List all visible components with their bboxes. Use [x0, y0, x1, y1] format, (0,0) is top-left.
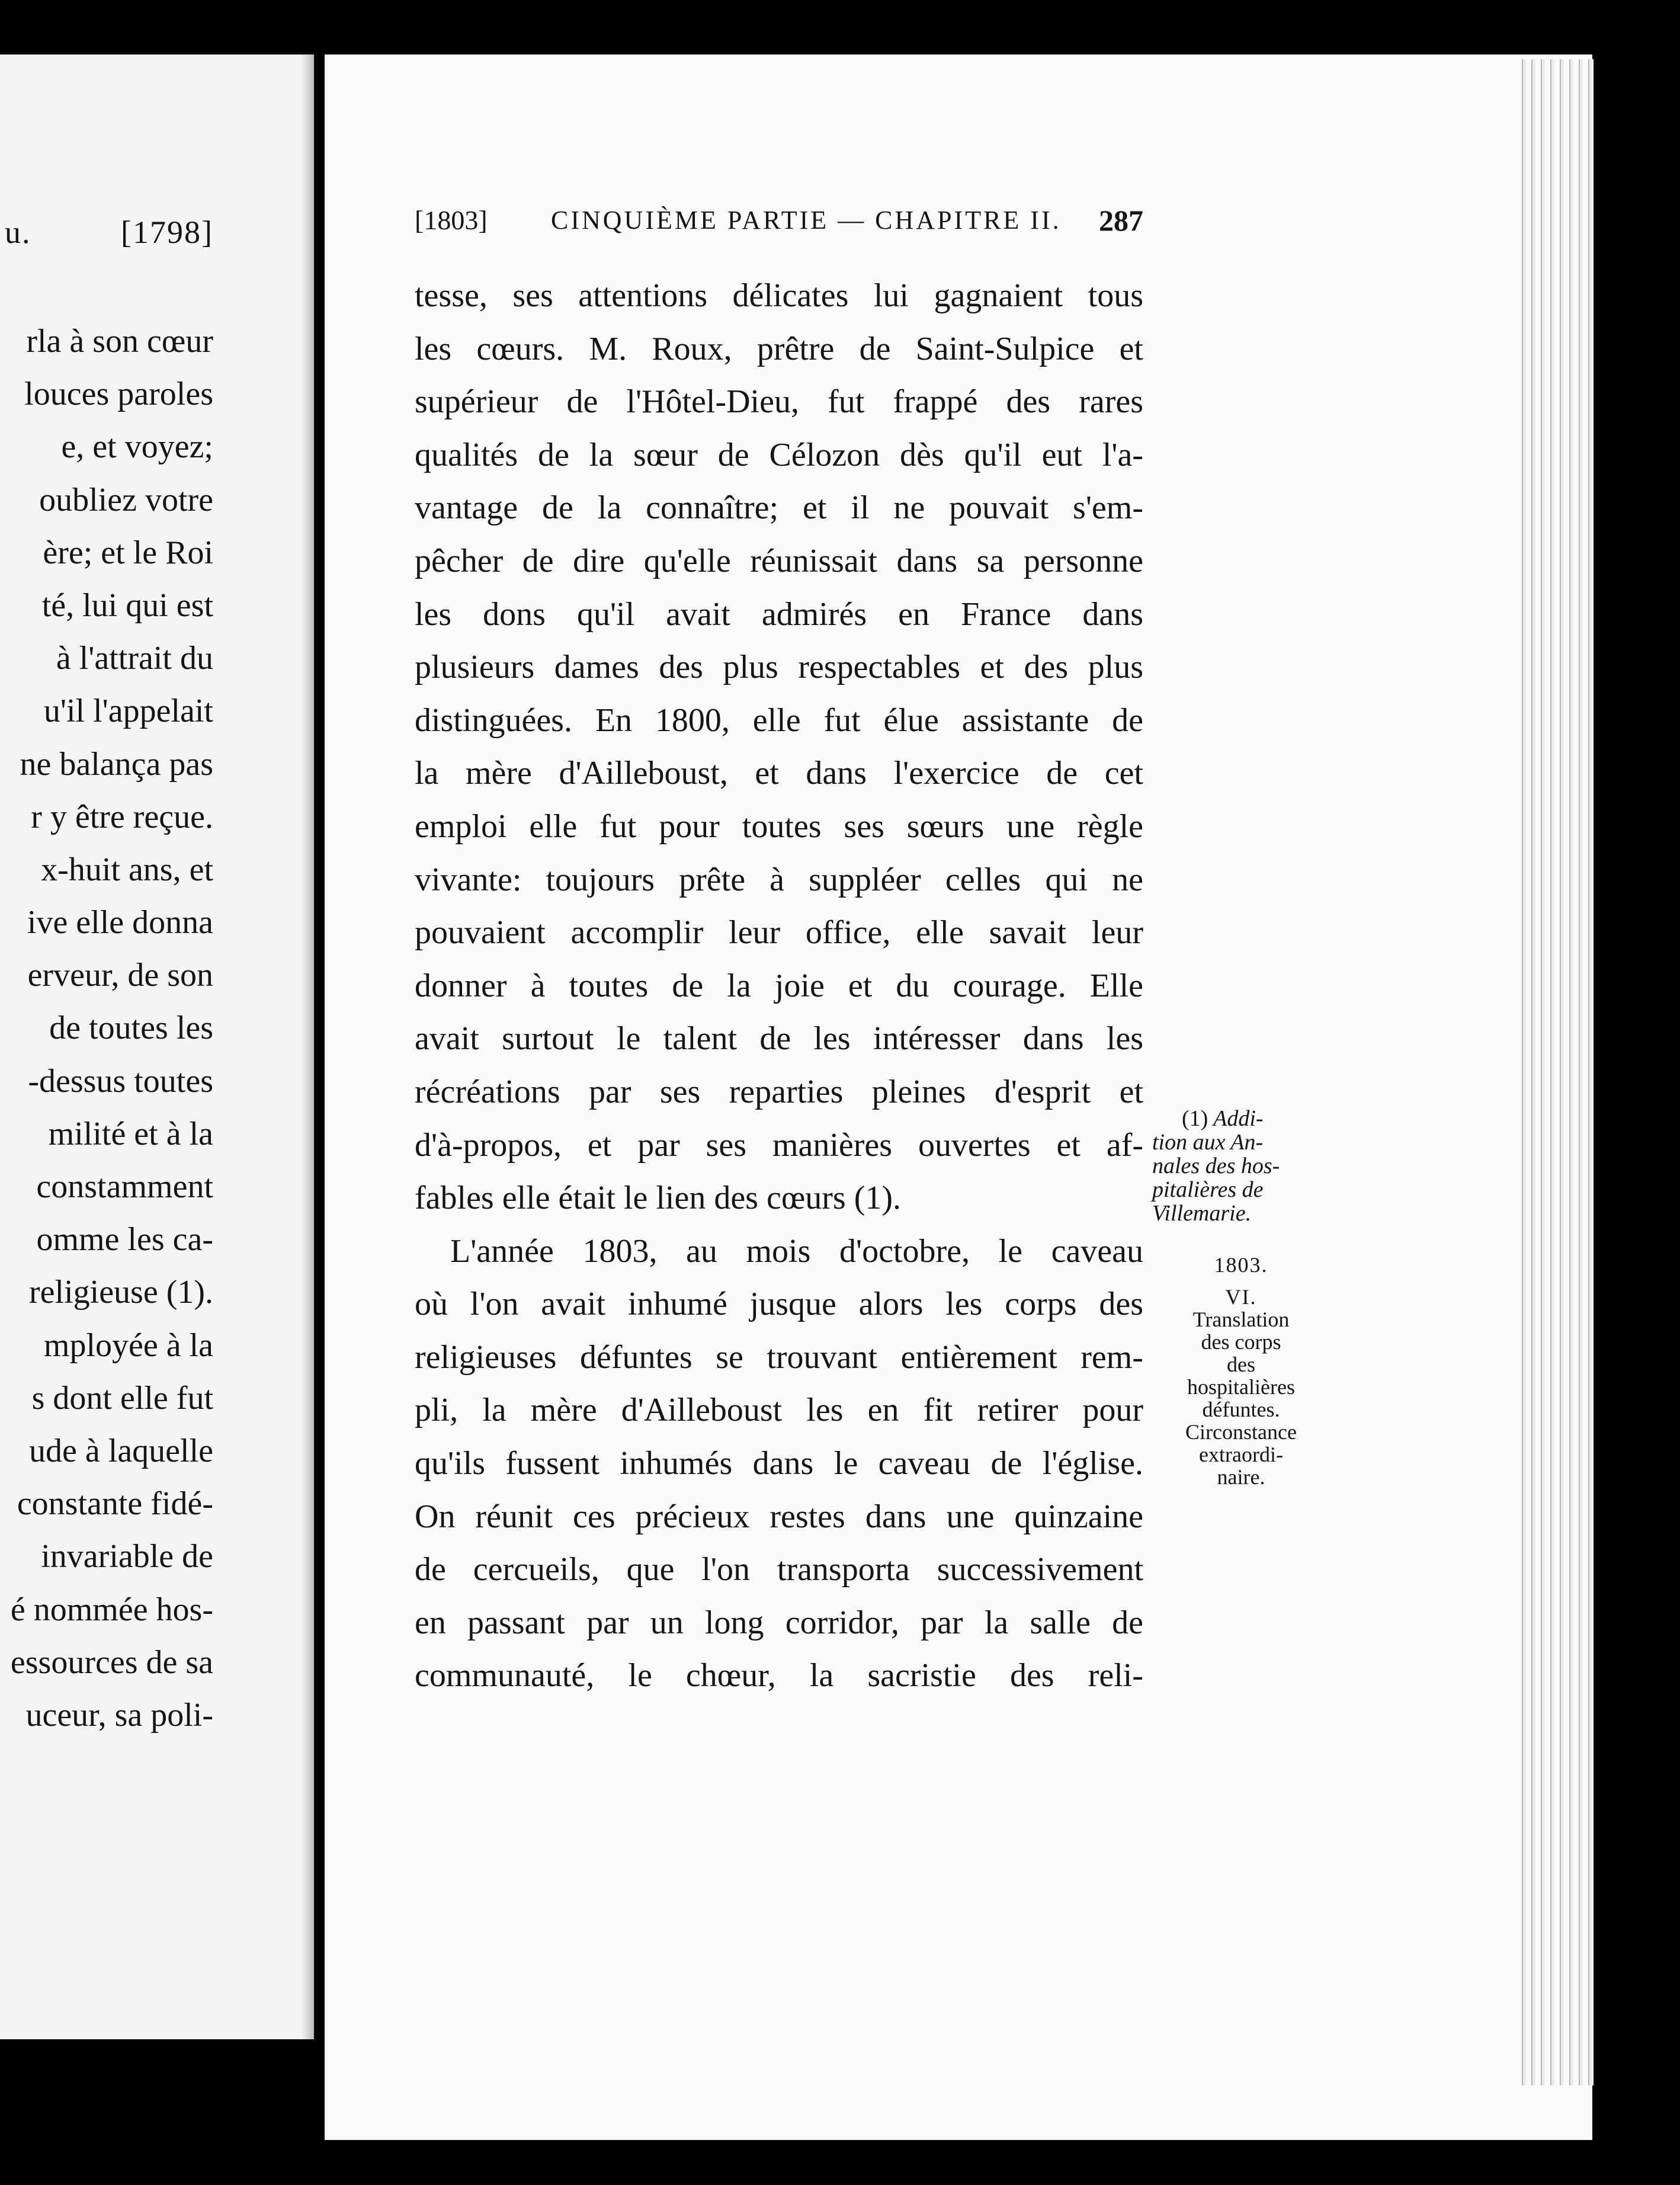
text-line: religieuse (1). [29, 1274, 213, 1311]
text-line: r y être reçue. [31, 798, 213, 835]
margin-heading-number: VI. [1225, 1285, 1257, 1309]
text-line: omme les ca- [36, 1221, 213, 1258]
text-line: donner à toutes de la joie et du courage. Elle [415, 967, 1143, 1004]
footnote-line: nales des hos- [1152, 1154, 1280, 1178]
text-line: ude à laquelle [29, 1432, 213, 1469]
text-line: é nommée hos- [10, 1591, 213, 1628]
text-line: les dons qu'il avait admirés en France dans [415, 595, 1143, 633]
text-line: s dont elle fut [31, 1379, 213, 1417]
left-running-head [0, 209, 213, 256]
left-running-head-word: u. [5, 214, 31, 250]
text-line: On réunit ces précieux restes dans une quinzaine [415, 1498, 1143, 1535]
text-line: qu'ils fussent inhumés dans le caveau de l'église. [415, 1445, 1143, 1482]
footnote-mark: (1) [1182, 1106, 1208, 1131]
margin-heading-line: des corps [1201, 1330, 1281, 1354]
text-line: invariable de [41, 1538, 213, 1575]
text-line: vantage de la connaître; et il ne pouvait s'em- [415, 489, 1143, 527]
text-line: ive elle donna [27, 904, 213, 941]
margin-heading-line: Circonstance [1185, 1420, 1297, 1444]
text-line: louces paroles [24, 376, 213, 413]
text-line: ère; et le Roi [43, 534, 213, 571]
footnote-line: Villemarie. [1152, 1201, 1252, 1226]
text-line: supérieur de l'Hôtel-Dieu, fut frappé des rares [415, 383, 1143, 421]
text-line: emploi elle fut pour toutes ses sœurs une règle [415, 808, 1143, 845]
text-line: plusieurs dames des plus respectables et des plus [415, 649, 1143, 686]
footnote-line [1152, 1107, 1330, 1130]
text-line: avait surtout le talent de les intéresser dans les [415, 1020, 1143, 1058]
text-line: en passant par un long corridor, par la salle de [415, 1604, 1143, 1641]
text-line: erveur, de son [27, 957, 213, 994]
text-line: récréations par ses reparties pleines d'esprit et [415, 1073, 1143, 1110]
text-line: uceur, sa poli- [25, 1696, 213, 1734]
footnote-line: pitalières de [1152, 1177, 1264, 1202]
text-line: religieuses défuntes se trouvant entièrement rem- [415, 1338, 1143, 1376]
text-line: milité et à la [48, 1115, 213, 1152]
text-line: L'année 1803, au mois d'octobre, le caveau [450, 1232, 1143, 1270]
text-line: constamment [36, 1168, 213, 1205]
footnote-text: Addi- [1213, 1106, 1264, 1131]
text-line: constante fidé- [17, 1485, 213, 1523]
footnote [1152, 1107, 1330, 1225]
margin-heading-line: défuntes. [1202, 1398, 1280, 1421]
text-line: où l'on avait inhumé jusque alors les corps des [415, 1286, 1143, 1323]
margin-heading-line: extraordi- [1199, 1443, 1283, 1466]
text-line: fables elle était le lien des cœurs (1). [415, 1180, 901, 1217]
text-line: vivante: toujours prête à suppléer celles qui ne [415, 861, 1143, 898]
text-line: distinguées. En 1800, elle fut élue assistante de [415, 701, 1143, 739]
text-line: u'il l'appelait [43, 693, 213, 730]
text-line: à l'attrait du [56, 640, 213, 677]
footnote-line: tion aux An- [1152, 1130, 1264, 1155]
text-line: -dessus toutes [28, 1062, 213, 1100]
running-head-title: CINQUIÈME PARTIE — CHAPITRE II. [551, 206, 1062, 235]
margin-heading-line: hospitalières [1187, 1375, 1295, 1399]
text-line: ne balança pas [20, 745, 213, 783]
page-number: 287 [1099, 204, 1143, 237]
text-line: communauté, le chœur, la sacristie des reli- [415, 1657, 1143, 1694]
margin-heading-line: Translation [1192, 1308, 1290, 1331]
left-page-gutter [301, 55, 314, 2039]
text-line: mployée à la [43, 1327, 213, 1364]
running-head [415, 203, 1143, 238]
text-line: de toutes les [49, 1010, 213, 1047]
text-line: té, lui qui est [41, 587, 213, 624]
text-line: e, et voyez; [61, 428, 213, 466]
text-line: de cercueils, que l'on transporta successivement [415, 1551, 1143, 1588]
left-page-text [0, 315, 213, 1742]
text-line: qualités de la sœur de Célozon dès qu'il eut l'a- [415, 436, 1143, 473]
page-edges [1517, 59, 1594, 2085]
text-line: pêcher de dire qu'elle réunissait dans sa personne [415, 542, 1143, 579]
left-running-head-year: [1798] [121, 214, 213, 250]
margin-heading [1152, 1286, 1330, 1488]
text-line: les cœurs. M. Roux, prêtre de Saint-Sulpice et [415, 330, 1143, 367]
text-line: tesse, ses attentions délicates lui gagnaient tous [415, 277, 1143, 314]
main-text [415, 270, 1143, 1703]
text-line: pli, la mère d'Ailleboust les en fit retirer pour [415, 1392, 1143, 1429]
text-line: pouvaient accomplir leur office, elle savait leur [415, 914, 1143, 951]
running-head-year: [1803] [415, 205, 488, 235]
text-line: x-huit ans, et [41, 851, 213, 888]
margin-heading-line: naire. [1217, 1465, 1265, 1489]
margin-year: 1803. [1214, 1253, 1268, 1277]
left-page [0, 55, 314, 2039]
text-line: rla à son cœur [26, 323, 213, 360]
text-line: oubliez votre [39, 481, 213, 518]
text-line: d'à-propos, et par ses manières ouvertes et af- [415, 1126, 1143, 1164]
margin-heading-line: des [1227, 1353, 1255, 1376]
text-line: la mère d'Ailleboust, et dans l'exercice de cet [415, 755, 1143, 792]
text-line: essources de sa [10, 1643, 213, 1681]
